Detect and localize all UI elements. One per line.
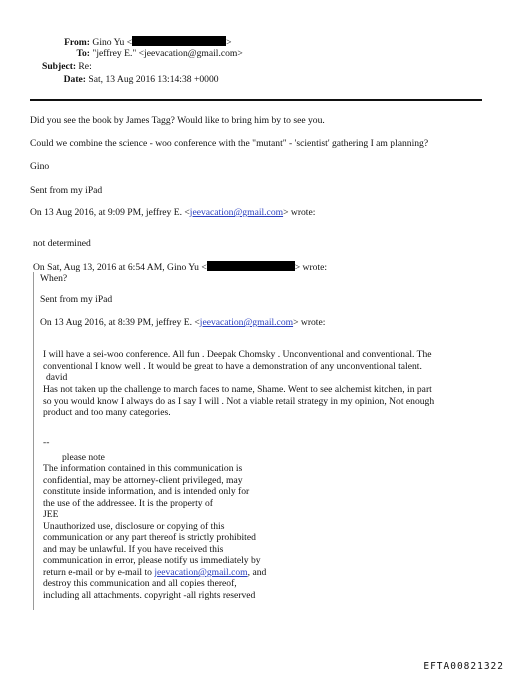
header-to	[42, 48, 243, 60]
disclaimer-line: Unauthorized use, disclosure or copying of this	[43, 521, 225, 532]
disclaimer-return-line	[43, 567, 266, 579]
header-from	[42, 36, 232, 49]
disclaimer-line: The information contained in this communication is	[43, 463, 243, 474]
nested-on-post: > wrote:	[294, 262, 328, 273]
disclaimer-line: confidential, may be attorney-client privileged, may	[43, 475, 243, 486]
subject-value: Re:	[78, 61, 92, 72]
email-link[interactable]: jeevacation@gmail.com	[154, 567, 248, 578]
header-divider	[30, 99, 482, 101]
body-line-1: Did you see the book by James Tagg? Would like to bring him by to see you.	[30, 115, 325, 126]
disclaimer-line: and may be unlawful. If you have received this	[43, 544, 224, 555]
email-link[interactable]: jeevacation@gmail.com	[189, 207, 284, 218]
signoff: Gino	[30, 161, 50, 172]
from-tail: >	[226, 37, 232, 48]
bates-number: EFTA00821322	[423, 661, 504, 672]
paragraph-line: so you would know I always do as I say I will . Not a viable retail strategy in my opinion, Not enough	[43, 396, 435, 407]
signature-dashes: --	[43, 437, 50, 448]
nested-sent-from: Sent from my iPad	[40, 294, 113, 305]
to-label: To:	[76, 48, 90, 59]
paragraph-line: Has not taken up the challenge to march faces to name, Shame. Went to see alchemist kitchen, in part	[43, 384, 432, 395]
not-determined-text: not determined	[33, 238, 91, 249]
date-value: Sat, 13 Aug 2016 13:14:38 +0000	[88, 74, 219, 85]
quote-bar	[33, 272, 34, 610]
nested-on-line	[33, 261, 327, 274]
paragraph-line: david	[46, 372, 68, 383]
disclaimer-line: communication or any part thereof is strictly prohibited	[43, 532, 256, 543]
disclaimer-line: JEE	[43, 509, 59, 520]
please-note: please note	[62, 452, 105, 463]
return-post: , and	[247, 567, 267, 578]
disclaimer-line: constitute inside information, and is intended only for	[43, 486, 250, 497]
nested-quote-header	[40, 317, 325, 329]
quote-header-1-post: > wrote:	[283, 207, 316, 218]
from-value: Gino Yu <	[92, 37, 133, 48]
email-link[interactable]: jeevacation@gmail.com	[199, 317, 294, 328]
disclaimer-line: the use of the addressee. It is the property of	[43, 498, 213, 509]
sent-from: Sent from my iPad	[30, 185, 103, 196]
body-line-2: Could we combine the science - woo conference with the "mutant" - 'scientist' gathering I am planning?	[30, 138, 429, 149]
nested-on-pre: On Sat, Aug 13, 2016 at 6:54 AM, Gino Yu <	[33, 262, 207, 273]
date-label: Date:	[63, 74, 86, 85]
quote-header-1	[30, 207, 315, 219]
nested-when: When?	[40, 273, 68, 284]
redaction-box	[132, 36, 226, 46]
disclaimer-line: including all attachments. copyright -all rights reserved	[43, 590, 256, 601]
quote-header-1-pre: On 13 Aug 2016, at 9:09 PM, jeffrey E. <	[30, 207, 190, 218]
paragraph-line: conventional I know well . It would be great to have a demonstration of any unconventional talent.	[43, 361, 422, 372]
disclaimer-line: communication in error, please notify us immediately by	[43, 555, 261, 566]
disclaimer-line: destroy this communication and all copies thereof,	[43, 578, 237, 589]
from-label: From:	[64, 37, 90, 48]
paragraph-line: I will have a sei-woo conference. All fun . Deepak Chomsky . Unconventional and conventional. The	[43, 349, 432, 360]
header-date	[42, 74, 219, 86]
header-subject	[42, 61, 92, 73]
nested-quote-pre: On 13 Aug 2016, at 8:39 PM, jeffrey E. <	[40, 317, 200, 328]
redaction-box	[207, 261, 295, 271]
paragraph-line: product and too many categories.	[43, 407, 171, 418]
subject-label: Subject:	[42, 61, 77, 72]
return-pre: return e-mail or by e-mail to	[43, 567, 155, 578]
nested-quote-post: > wrote:	[293, 317, 326, 328]
to-value: "jeffrey E." <jeevacation@gmail.com>	[92, 48, 243, 59]
